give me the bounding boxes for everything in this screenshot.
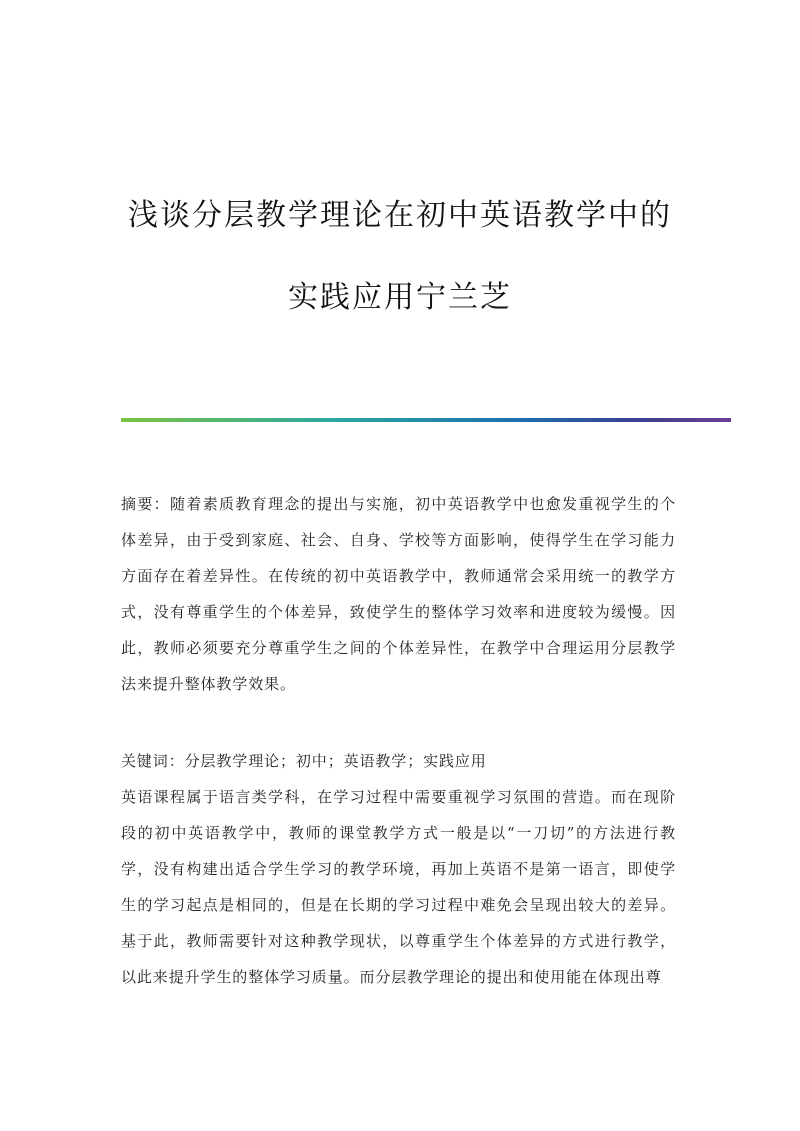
keywords-text: 分层教学理论；初中；英语教学；实践应用 xyxy=(184,752,487,770)
abstract-text: 随着素质教育理念的提出与实施，初中英语教学中也愈发重视学生的个体差异，由于受到家庭、社会、自身、学校等方面影响，使得学生在学习能力方面存在着差异性。在传统的初中英语教学中，教师通常会采用统一的教学方式，没有尊重学生的个体差异，致使学生的整体学习效率和进度较为缓慢。因此，教师必须要充分尊重学生之间的个体差异性，在教学中合理运用分层教学法来提升整体教学效果。 xyxy=(121,495,677,693)
abstract-label: 摘要： xyxy=(121,495,171,513)
document-title-line-1: 浅谈分层教学理论在初中英语教学中的 xyxy=(128,198,672,233)
abstract-paragraph xyxy=(121,486,676,702)
keywords-label: 关键词： xyxy=(121,752,185,770)
intro-paragraph: 英语课程属于语言类学科，在学习过程中需要重视学习氛围的营造。而在现阶段的初中英语教学中，教师的课堂教学方式一般是以“一刀切”的方法进行教学，没有构建出适合学生学习的教学环境，再加上英语不是第一语言，即使学生的学习起点是相同的，但是在长期的学习过程中难免会呈现出较大的差异。基于此，教师需要针对这种教学现状，以尊重学生个体差异的方式进行教学，以此来提升学生的整体学习质量。而分层教学理论的提出和使用能在体现出尊 xyxy=(121,788,676,986)
document-title-line-2: 实践应用宁兰芝 xyxy=(288,280,512,315)
keywords-paragraph xyxy=(121,743,676,779)
gradient-divider xyxy=(121,418,731,422)
